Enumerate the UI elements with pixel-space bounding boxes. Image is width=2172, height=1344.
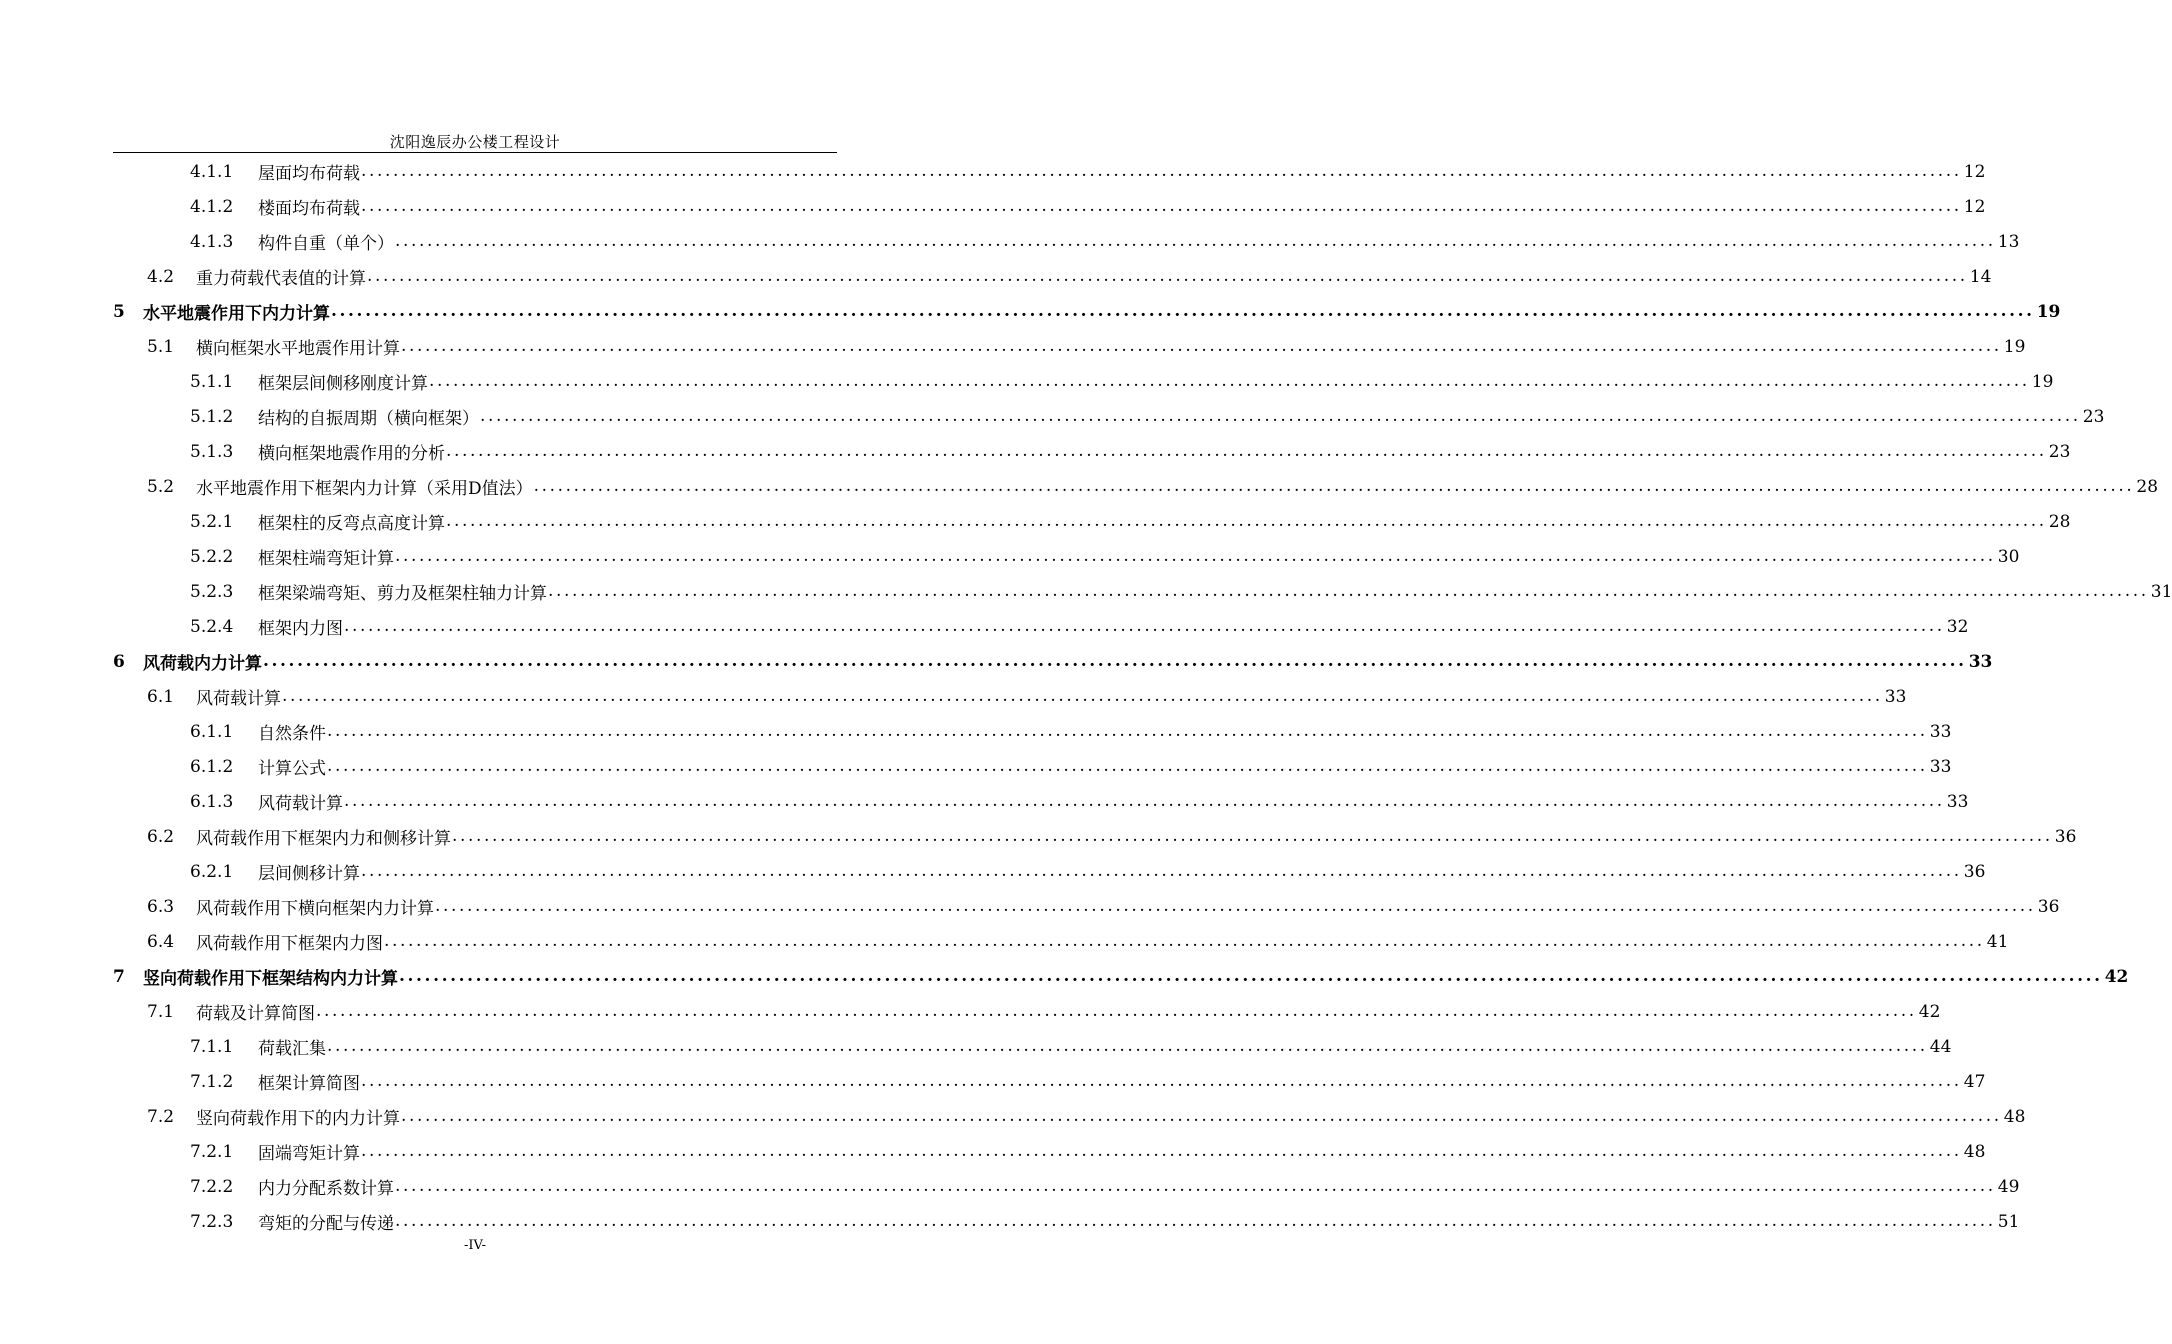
toc-entry-title: 横向框架地震作用的分析 xyxy=(258,444,445,464)
toc-dot-leader: ........................................................................................................................................................................................................ xyxy=(395,231,1996,251)
toc-entry-page: 42 xyxy=(2104,966,2129,987)
toc-dot-leader: ........................................................................................................................................................................................................ xyxy=(361,161,1962,181)
toc-dot-leader: ........................................................................................................................................................................................................ xyxy=(327,756,1928,776)
toc-dot-leader: ........................................................................................................................................................................................................ xyxy=(399,966,2103,986)
toc-entry-title: 水平地震作用下框架内力计算（采用D值法） xyxy=(196,479,533,499)
toc-dot-leader: ........................................................................................................................................................................................................ xyxy=(395,1176,1996,1196)
toc-entry[interactable] xyxy=(147,469,2159,504)
toc-entry[interactable] xyxy=(147,889,2060,924)
toc-entry[interactable] xyxy=(190,504,2071,539)
toc-entry-number: 4.2 xyxy=(147,266,175,287)
toc-dot-leader: ........................................................................................................................................................................................................ xyxy=(316,1001,1917,1021)
toc-entry-title: 自然条件 xyxy=(258,724,326,744)
toc-entry[interactable] xyxy=(190,434,2071,469)
toc-entry[interactable] xyxy=(147,994,1941,1029)
toc-entry-title: 风荷载作用下横向框架内力计算 xyxy=(196,899,434,919)
toc-entry[interactable] xyxy=(190,1134,1986,1169)
toc-entry-number: 7.2 xyxy=(147,1106,175,1127)
toc-entry-page: 36 xyxy=(1963,861,1986,882)
page-header-title: 沈阳逸辰办公楼工程设计 xyxy=(389,133,561,151)
toc-entry[interactable] xyxy=(190,224,2020,259)
toc-entry-title: 构件自重（单个） xyxy=(258,234,394,254)
toc-entry[interactable] xyxy=(147,924,2009,959)
toc-dot-leader: ........................................................................................................................................................................................................ xyxy=(361,1071,1962,1091)
toc-entry-number: 4.1.3 xyxy=(190,231,234,252)
page-number: -IV- xyxy=(463,1238,487,1253)
toc-entry-page: 19 xyxy=(2036,301,2061,322)
toc-entry[interactable] xyxy=(113,644,1993,679)
toc-entry-page: 14 xyxy=(1969,266,1992,287)
toc-entry-number: 6.4 xyxy=(147,931,175,952)
toc-dot-leader: ........................................................................................................................................................................................................ xyxy=(395,546,1996,566)
toc-entry-page: 48 xyxy=(1963,1141,1986,1162)
toc-entry-title: 风荷载内力计算 xyxy=(143,654,262,674)
toc-entry-title: 竖向荷载作用下框架结构内力计算 xyxy=(143,969,398,989)
toc-entry-number: 5.1.2 xyxy=(190,406,234,427)
toc-entry[interactable] xyxy=(190,784,1969,819)
toc-entry-number: 5.1.1 xyxy=(190,371,234,392)
toc-entry[interactable] xyxy=(147,329,2026,364)
toc-entry-title: 屋面均布荷载 xyxy=(258,164,360,184)
toc-entry[interactable] xyxy=(147,819,2077,854)
toc-entry-number: 7.1 xyxy=(147,1001,175,1022)
toc-entry-number: 6.2 xyxy=(147,826,175,847)
toc-dot-leader: ........................................................................................................................................................................................................ xyxy=(361,196,1962,216)
toc-dot-leader: ........................................................................................................................................................................................................ xyxy=(548,581,2149,601)
toc-entry-page: 28 xyxy=(2048,511,2071,532)
toc-entry[interactable] xyxy=(190,854,1986,889)
toc-entry-page: 28 xyxy=(2136,476,2159,497)
toc-entry[interactable] xyxy=(190,609,1969,644)
toc-entry-number: 6 xyxy=(113,651,125,672)
toc-entry-page: 23 xyxy=(2082,406,2105,427)
toc-entry[interactable] xyxy=(190,154,1986,189)
toc-entry-title: 框架计算简图 xyxy=(258,1074,360,1094)
toc-entry-title: 横向框架水平地震作用计算 xyxy=(196,339,400,359)
toc-dot-leader: ........................................................................................................................................................................................................ xyxy=(384,931,1985,951)
toc-entry-page: 33 xyxy=(1884,686,1907,707)
toc-entry-number: 4.1.1 xyxy=(190,161,234,182)
toc-entry[interactable] xyxy=(190,714,1952,749)
toc-entry-page: 23 xyxy=(2048,441,2071,462)
toc-dot-leader: ........................................................................................................................................................................................................ xyxy=(533,476,2135,496)
toc-entry-title: 重力荷载代表值的计算 xyxy=(196,269,366,289)
toc-dot-leader: ........................................................................................................................................................................................................ xyxy=(344,616,1945,636)
toc-entry-title: 框架内力图 xyxy=(258,619,343,639)
toc-entry[interactable] xyxy=(147,679,1907,714)
toc-entry-title: 固端弯矩计算 xyxy=(258,1144,360,1164)
toc-dot-leader: ........................................................................................................................................................................................................ xyxy=(361,861,1962,881)
toc-entry-page: 41 xyxy=(1986,931,2009,952)
toc-entry-number: 6.2.1 xyxy=(190,861,234,882)
toc-dot-leader: ........................................................................................................................................................................................................ xyxy=(327,721,1928,741)
toc-entry-page: 33 xyxy=(1929,721,1952,742)
toc-dot-leader: ........................................................................................................................................................................................................ xyxy=(344,791,1945,811)
toc-entry-page: 51 xyxy=(1997,1211,2020,1232)
toc-entry-title: 框架柱端弯矩计算 xyxy=(258,549,394,569)
toc-entry-title: 框架柱的反弯点高度计算 xyxy=(258,514,445,534)
toc-entry-number: 5.2.4 xyxy=(190,616,234,637)
toc-dot-leader: ........................................................................................................................................................................................................ xyxy=(429,371,2030,391)
toc-dot-leader: ........................................................................................................................................................................................................ xyxy=(327,1036,1928,1056)
toc-entry-title: 荷载及计算简图 xyxy=(196,1004,315,1024)
toc-entry-page: 44 xyxy=(1929,1036,1952,1057)
toc-entry-title: 风荷载计算 xyxy=(258,794,343,814)
toc-entry-number: 5.2.1 xyxy=(190,511,234,532)
toc-entry-title: 竖向荷载作用下的内力计算 xyxy=(196,1109,400,1129)
toc-entry-number: 5.2 xyxy=(147,476,175,497)
toc-entry-page: 30 xyxy=(1997,546,2020,567)
toc-entry-page: 19 xyxy=(2031,371,2054,392)
toc-dot-leader: ........................................................................................................................................................................................................ xyxy=(435,896,2036,916)
toc-entry-number: 6.1.2 xyxy=(190,756,234,777)
toc-entry-title: 内力分配系数计算 xyxy=(258,1179,394,1199)
toc-entry-number: 5.1 xyxy=(147,336,175,357)
toc-entry-page: 33 xyxy=(1946,791,1969,812)
toc-entry-number: 5 xyxy=(113,301,125,322)
toc-entry[interactable] xyxy=(190,364,2054,399)
toc-entry-page: 42 xyxy=(1918,1001,1941,1022)
toc-dot-leader: ........................................................................................................................................................................................................ xyxy=(446,511,2047,531)
toc-entry[interactable] xyxy=(190,574,2172,609)
toc-entry-number: 5.2.3 xyxy=(190,581,234,602)
toc-entry[interactable] xyxy=(190,1064,1986,1099)
toc-entry-page: 48 xyxy=(2003,1106,2026,1127)
toc-entry-page: 33 xyxy=(1929,756,1952,777)
toc-entry-page: 13 xyxy=(1997,231,2020,252)
toc-entry-title: 荷载汇集 xyxy=(258,1039,326,1059)
toc-entry-page: 32 xyxy=(1946,616,1969,637)
toc-entry-title: 水平地震作用下内力计算 xyxy=(143,304,330,324)
toc-entry-number: 4.1.2 xyxy=(190,196,234,217)
toc-entry-number: 5.1.3 xyxy=(190,441,234,462)
toc-entry-title: 层间侧移计算 xyxy=(258,864,360,884)
toc-entry-page: 47 xyxy=(1963,1071,1986,1092)
toc-entry-title: 楼面均布荷载 xyxy=(258,199,360,219)
toc-entry-page: 33 xyxy=(1968,651,1993,672)
toc-entry[interactable] xyxy=(113,959,2129,994)
toc-dot-leader: ........................................................................................................................................................................................................ xyxy=(263,651,1967,671)
toc-entry-title: 弯矩的分配与传递 xyxy=(258,1214,394,1234)
toc-entry-page: 19 xyxy=(2003,336,2026,357)
toc-entry-number: 7 xyxy=(113,966,125,987)
toc-entry-title: 框架层间侧移刚度计算 xyxy=(258,374,428,394)
toc-entry-title: 结构的自振周期（横向框架） xyxy=(258,409,479,429)
toc-entry-title: 风荷载作用下框架内力图 xyxy=(196,934,383,954)
toc-dot-leader: ........................................................................................................................................................................................................ xyxy=(480,406,2081,426)
toc-entry-title: 风荷载计算 xyxy=(196,689,281,709)
toc-entry-page: 12 xyxy=(1963,161,1986,182)
toc-entry[interactable] xyxy=(190,189,1986,224)
toc-dot-leader: ........................................................................................................................................................................................................ xyxy=(452,826,2053,846)
toc-entry-page: 31 xyxy=(2150,581,2172,602)
toc-dot-leader: ........................................................................................................................................................................................................ xyxy=(446,441,2047,461)
toc-entry[interactable] xyxy=(190,399,2105,434)
toc-entry-page: 36 xyxy=(2037,896,2060,917)
toc-dot-leader: ........................................................................................................................................................................................................ xyxy=(395,1211,1996,1231)
toc-entry-number: 7.2.3 xyxy=(190,1211,234,1232)
toc-entry-page: 49 xyxy=(1997,1176,2020,1197)
toc-dot-leader: ........................................................................................................................................................................................................ xyxy=(401,1106,2002,1126)
toc-entry-page: 12 xyxy=(1963,196,1986,217)
toc-entry-number: 6.1.1 xyxy=(190,721,234,742)
toc-dot-leader: ........................................................................................................................................................................................................ xyxy=(367,266,1968,286)
toc-dot-leader: ........................................................................................................................................................................................................ xyxy=(361,1141,1962,1161)
toc-entry-number: 7.1.1 xyxy=(190,1036,234,1057)
toc-entry-number: 7.1.2 xyxy=(190,1071,234,1092)
toc-entry-title: 风荷载作用下框架内力和侧移计算 xyxy=(196,829,451,849)
toc-entry[interactable] xyxy=(190,1029,1952,1064)
toc-entry[interactable] xyxy=(147,1099,2026,1134)
toc-entry-number: 6.1 xyxy=(147,686,175,707)
toc-entry[interactable] xyxy=(147,259,1992,294)
toc-entry-number: 5.2.2 xyxy=(190,546,234,567)
header-rule xyxy=(113,152,837,153)
toc-entry-number: 7.2.1 xyxy=(190,1141,234,1162)
toc-entry[interactable] xyxy=(113,294,2061,329)
toc-entry-title: 计算公式 xyxy=(258,759,326,779)
toc-dot-leader: ........................................................................................................................................................................................................ xyxy=(401,336,2002,356)
toc-entry[interactable] xyxy=(190,749,1952,784)
toc-dot-leader: ........................................................................................................................................................................................................ xyxy=(282,686,1883,706)
toc-dot-leader: ........................................................................................................................................................................................................ xyxy=(331,301,2035,321)
toc-entry[interactable] xyxy=(190,539,2020,574)
toc-entry-number: 6.3 xyxy=(147,896,175,917)
toc-entry-page: 36 xyxy=(2054,826,2077,847)
toc-entry-title: 框架梁端弯矩、剪力及框架柱轴力计算 xyxy=(258,584,547,604)
toc-entry[interactable] xyxy=(190,1169,2020,1204)
toc-entry-number: 7.2.2 xyxy=(190,1176,234,1197)
toc-entry-number: 6.1.3 xyxy=(190,791,234,812)
toc-entry[interactable] xyxy=(190,1204,2020,1239)
